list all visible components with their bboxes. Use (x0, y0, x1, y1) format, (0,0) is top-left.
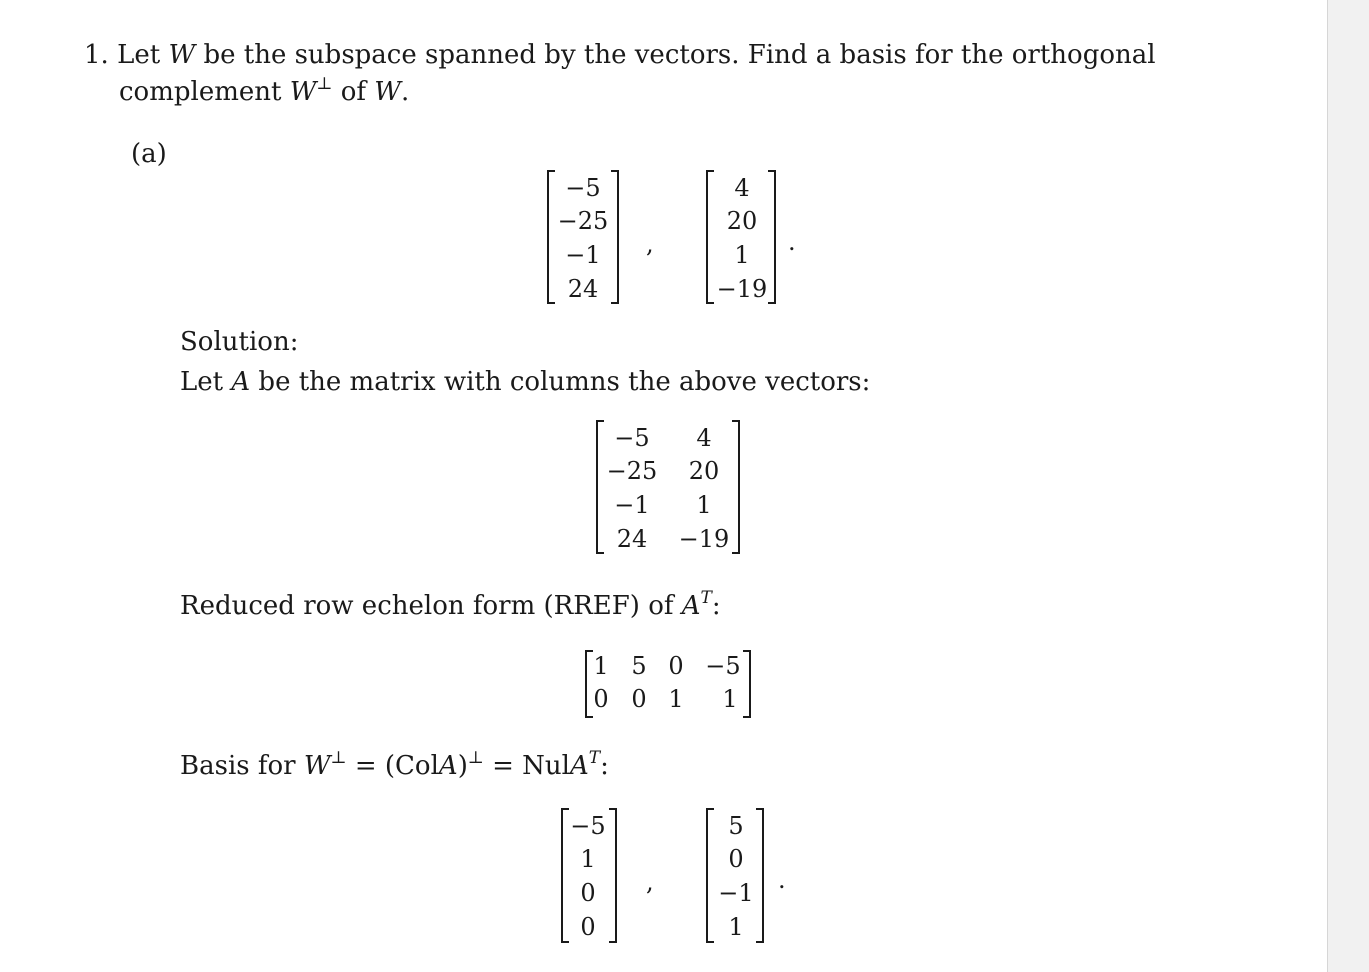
matrix-entry: 4 (696, 424, 712, 452)
problem-number: 1. (84, 40, 109, 70)
matrix-entry: 24 (616, 525, 648, 553)
matrix-entry: −19 (678, 525, 730, 553)
basis-sentence (180, 750, 609, 779)
given-vector-1 (547, 170, 619, 304)
bracket-right (768, 170, 776, 304)
rref-text: Reduced row echelon form (RREF) of (180, 591, 674, 621)
bracket-right (609, 808, 617, 943)
a-transpose-symbol: $A^T$ (681, 588, 712, 621)
bracket-left (547, 170, 555, 304)
problem-line-1 (84, 42, 1156, 68)
colon: : (711, 591, 721, 621)
vector-entry: 0 (580, 879, 596, 907)
period: . (778, 866, 786, 894)
bracket-right (756, 808, 764, 943)
w-symbol-2: W (374, 77, 401, 107)
matrix-entry: 20 (688, 457, 720, 485)
matrix-description: be the matrix with columns the above vectors: (258, 367, 871, 397)
vector-entry: 1 (734, 241, 750, 269)
vector-entry: 24 (567, 275, 599, 303)
problem-line-2 (119, 76, 409, 105)
matrix-entry: 1 (696, 491, 712, 519)
w-perp-symbol: W⊥ (289, 74, 333, 107)
matrix-entry: 0 (668, 652, 684, 680)
problem-text-2: complement (119, 77, 282, 107)
vector-entry: −5 (565, 174, 601, 202)
vector-entry: 0 (728, 845, 744, 873)
bracket-left (561, 808, 569, 943)
matrix-a (596, 420, 740, 554)
vector-entry: −1 (718, 879, 754, 907)
perp-symbol: ⊥ (467, 748, 484, 768)
comma: , (646, 868, 654, 896)
problem-intro: Let (117, 40, 161, 70)
problem-period: . (401, 77, 410, 107)
basis-text: Basis for (180, 751, 296, 781)
vector-entry: −19 (716, 275, 768, 303)
a-symbol: A (438, 751, 458, 781)
problem-text-1: be the subspace spanned by the vectors. Find a basis for the orthogonal (203, 40, 1156, 70)
col-text: = (Col (354, 751, 439, 781)
colon: : (600, 751, 609, 781)
vector-entry: −5 (570, 812, 606, 840)
rparen: ) (457, 751, 468, 781)
matrix-entry: −1 (614, 491, 650, 519)
bracket-left (585, 650, 593, 718)
vector-entry: 4 (734, 174, 750, 202)
matrix-entry: 0 (631, 685, 647, 713)
vector-entry: 0 (580, 913, 596, 941)
vector-entry: 1 (580, 845, 596, 873)
nul-text: = Nul (492, 751, 570, 781)
part-label: (a) (131, 139, 167, 169)
vector-entry: −25 (557, 207, 609, 235)
vertical-scrollbar[interactable] (1327, 0, 1369, 972)
bracket-left (596, 420, 604, 554)
a-transpose-symbol: $A^T$ (569, 748, 601, 781)
bracket-left (706, 170, 714, 304)
bracket-right (732, 420, 740, 554)
period: . (788, 228, 796, 256)
vector-entry: 1 (728, 913, 744, 941)
matrix-entry: 5 (631, 652, 647, 680)
bracket-left (706, 808, 714, 943)
rref-sentence (180, 590, 721, 619)
bracket-right (743, 650, 751, 718)
solution-heading: Solution: (180, 327, 299, 357)
vector-entry: 20 (726, 207, 758, 235)
matrix-entry: 1 (668, 685, 684, 713)
comma: , (646, 230, 654, 258)
let-word: Let (180, 367, 224, 397)
vector-entry: 5 (728, 812, 744, 840)
matrix-entry: 1 (593, 652, 609, 680)
w-perp-symbol: W⊥ (303, 748, 347, 781)
matrix-entry: −25 (606, 457, 658, 485)
matrix-entry: −5 (614, 424, 650, 452)
of-word: of (340, 77, 366, 107)
basis-vector-1 (561, 808, 617, 943)
matrix-entry: 0 (593, 685, 609, 713)
rref-matrix (585, 650, 751, 718)
given-vector-2 (706, 170, 776, 304)
a-symbol: A (231, 367, 251, 397)
basis-vector-2 (706, 808, 764, 943)
vector-entry: −1 (565, 241, 601, 269)
matrix-entry: 1 (722, 685, 738, 713)
matrix-entry: −5 (705, 652, 741, 680)
bracket-right (611, 170, 619, 304)
solution-matrix-sentence (180, 369, 870, 395)
w-symbol: W (168, 40, 196, 70)
